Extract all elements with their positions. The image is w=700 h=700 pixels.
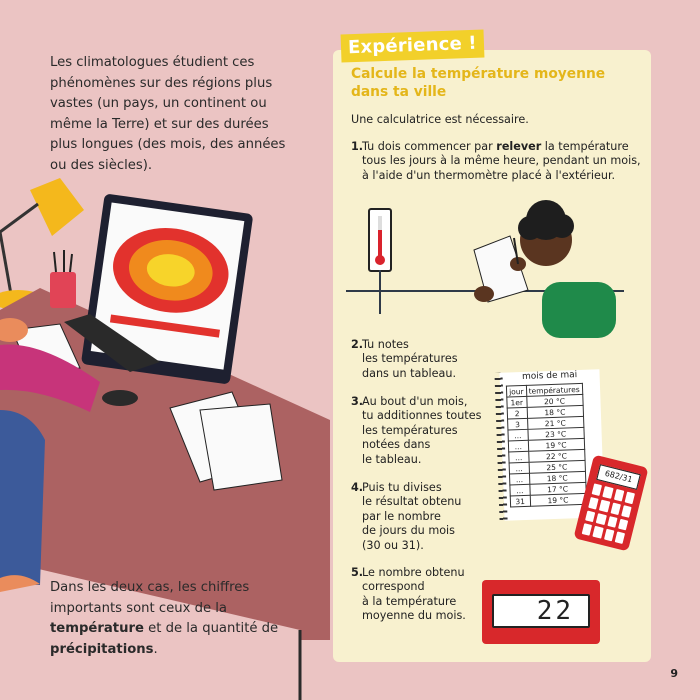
step-1-bold: relever bbox=[496, 140, 542, 153]
thermometer-icon bbox=[368, 208, 392, 272]
day-cell: ... bbox=[509, 462, 529, 474]
step-5 bbox=[351, 566, 466, 624]
column-header-day: jour bbox=[506, 385, 526, 397]
conclusion-mid: et de la quantité de bbox=[143, 621, 279, 636]
experiment-title: Calcule la température moyenne dans ta ville bbox=[351, 66, 606, 100]
notebook-title: mois de mai bbox=[521, 370, 578, 383]
step-4-line2: le résultat obtenu bbox=[362, 495, 462, 509]
bold-temperature: température bbox=[50, 621, 144, 636]
temp-cell: 17 °C bbox=[529, 482, 585, 495]
child-writing-illustration bbox=[466, 198, 616, 338]
step-4-line3: par le nombre bbox=[362, 509, 441, 523]
temp-cell: 19 °C bbox=[530, 493, 586, 506]
thermometer-pole bbox=[379, 270, 381, 314]
step-5-line2: correspond bbox=[362, 580, 425, 594]
temp-cell: 21 °C bbox=[527, 416, 583, 429]
experiment-tag: Expérience ! bbox=[341, 30, 485, 63]
result-display bbox=[482, 580, 600, 644]
step-1-number: 1. bbox=[351, 140, 364, 153]
day-cell: ... bbox=[508, 429, 528, 441]
step-2-line3: dans un tableau. bbox=[362, 366, 457, 380]
step-1-text-b: la température bbox=[541, 140, 629, 153]
step-1-text-a: Tu dois commencer par bbox=[362, 140, 497, 153]
step-2 bbox=[351, 338, 458, 381]
day-cell: ... bbox=[508, 440, 528, 452]
day-cell: ... bbox=[509, 473, 529, 485]
table-row bbox=[510, 493, 586, 507]
result-value: 22 bbox=[492, 594, 590, 628]
page-number: 9 bbox=[670, 667, 678, 680]
step-5-line4: moyenne du mois. bbox=[362, 609, 466, 623]
step-4-line5: (30 ou 31). bbox=[362, 538, 424, 552]
temp-cell: 18 °C bbox=[527, 405, 583, 418]
step-3-number: 3. bbox=[351, 395, 364, 408]
step-3-line4: notées dans bbox=[362, 438, 431, 452]
intro-paragraph: Les climatologues étudient ces phénomènes sur des régions plus vastes (un pays, un continent ou même la Terre) et sur des durées plus longues (des mois, des années ou des siècles). bbox=[50, 55, 286, 173]
day-cell: 2 bbox=[507, 407, 527, 419]
temp-cell: 25 °C bbox=[529, 460, 585, 473]
bold-precipitations: précipitations bbox=[50, 641, 154, 657]
temp-cell: 22 °C bbox=[528, 449, 584, 462]
step-4-number: 4. bbox=[351, 481, 364, 494]
column-header-temperature: températures bbox=[526, 383, 582, 396]
day-cell: 31 bbox=[510, 495, 530, 507]
experiment-intro: Une calculatrice est nécessaire. bbox=[351, 113, 529, 126]
conclusion-paragraph bbox=[50, 578, 310, 660]
step-1 bbox=[351, 140, 641, 183]
temp-cell: 18 °C bbox=[529, 471, 585, 484]
step-2-line1: Tu notes bbox=[362, 338, 409, 351]
temp-cell: 23 °C bbox=[527, 427, 583, 440]
step-4-line4: de jours du mois bbox=[362, 524, 455, 538]
step-3-line1: Au bout d'un mois, bbox=[362, 395, 468, 408]
day-cell: ... bbox=[510, 484, 530, 496]
step-2-line2: les températures bbox=[362, 352, 458, 366]
temperature-table bbox=[506, 383, 587, 508]
step-1-line3: à l'aide d'un thermomètre placé à l'extérieur. bbox=[362, 168, 616, 182]
calculator-keys bbox=[582, 483, 635, 544]
day-cell: 1er bbox=[507, 396, 527, 408]
step-1-line2: tous les jours à la même heure, pendant un mois, bbox=[362, 154, 641, 168]
step-5-line3: à la température bbox=[362, 594, 457, 608]
day-cell: 3 bbox=[508, 418, 528, 430]
step-5-number: 5. bbox=[351, 566, 364, 579]
step-4 bbox=[351, 481, 461, 553]
step-2-number: 2. bbox=[351, 338, 364, 351]
conclusion-text: Dans les deux cas, les chiffres importants sont ceux de la bbox=[50, 580, 250, 616]
step-3-line2: tu additionnes toutes bbox=[362, 409, 482, 423]
step-4-line1: Puis tu divises bbox=[362, 481, 442, 494]
step-3-line3: les températures bbox=[362, 423, 458, 437]
day-cell: ... bbox=[509, 451, 529, 463]
step-5-line1: Le nombre obtenu bbox=[362, 566, 465, 579]
step-3 bbox=[351, 395, 481, 467]
temp-cell: 20 °C bbox=[526, 394, 582, 407]
conclusion-end: . bbox=[153, 641, 158, 657]
temp-cell: 19 °C bbox=[528, 438, 584, 451]
calculator-screen: 682/31 bbox=[596, 464, 641, 490]
step-3-line5: le tableau. bbox=[362, 452, 422, 466]
